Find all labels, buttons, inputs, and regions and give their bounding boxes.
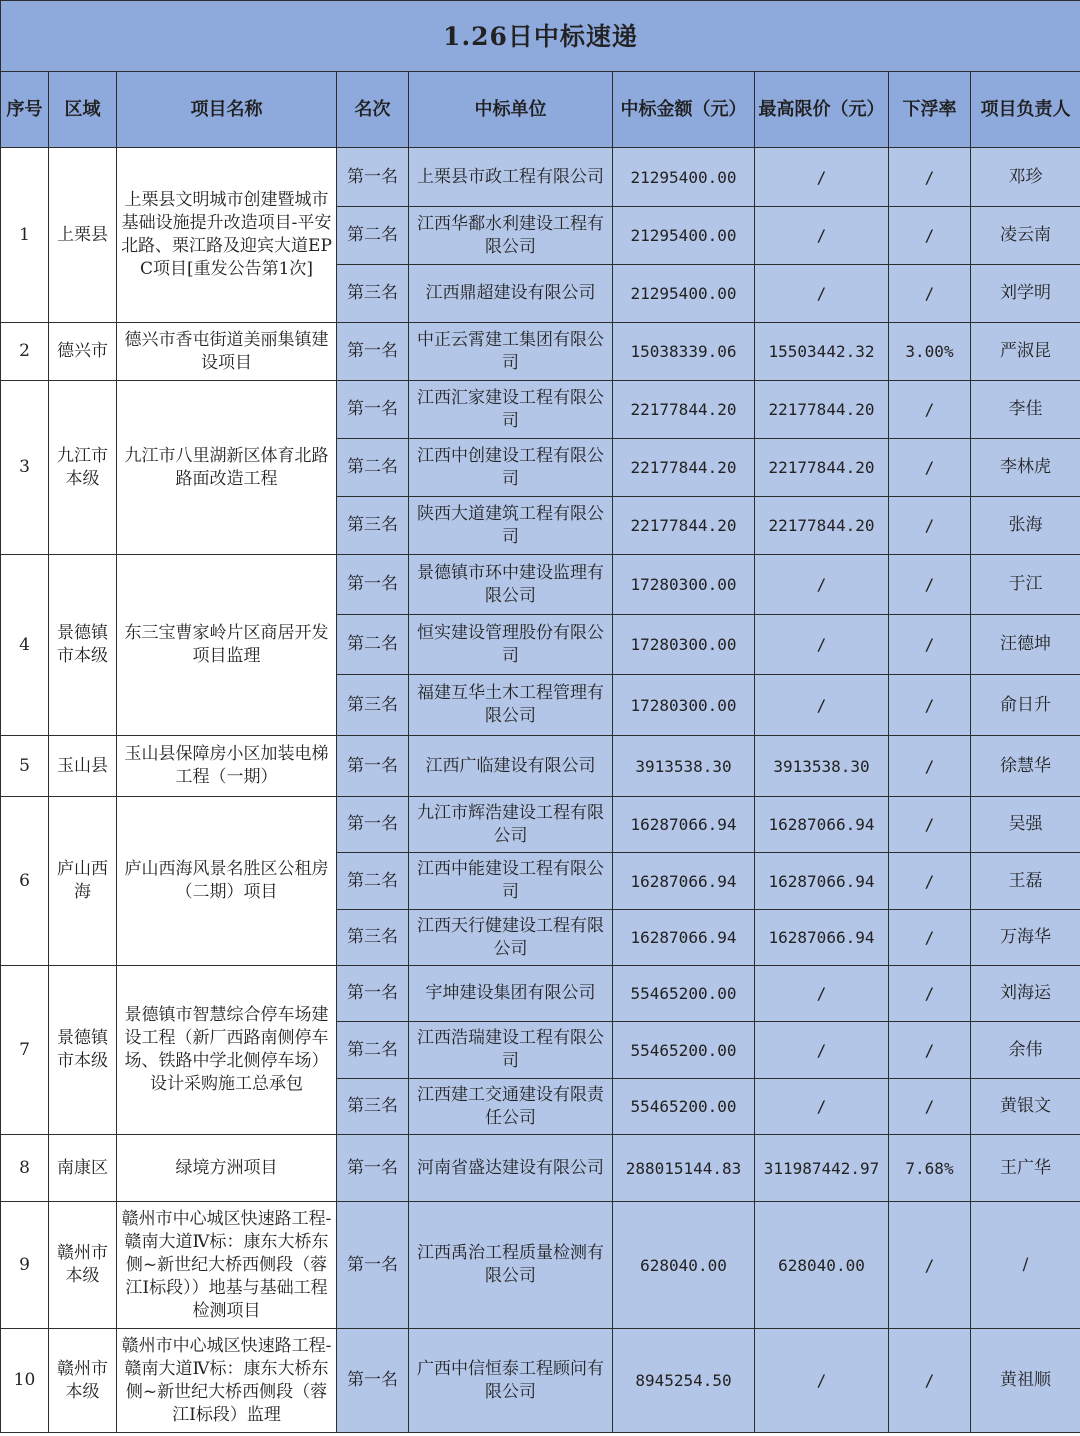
cell-float-rate: /	[889, 910, 971, 966]
table-row	[1, 966, 1080, 1022]
cell-amount: 16287066.94	[613, 797, 755, 853]
cell-manager: 王磊	[971, 853, 1080, 910]
cell-index: 10	[1, 1329, 49, 1433]
cell-max-price: 3913538.30	[755, 736, 889, 797]
cell-max-price: /	[755, 966, 889, 1022]
cell-region: 景德镇市本级	[49, 966, 117, 1135]
cell-float-rate: /	[889, 381, 971, 439]
cell-index: 1	[1, 148, 49, 323]
cell-rank: 第一名	[337, 381, 409, 439]
cell-manager: 黄祖顺	[971, 1329, 1080, 1433]
cell-manager: 吴强	[971, 797, 1080, 853]
cell-manager: 徐慧华	[971, 736, 1080, 797]
cell-rank: 第一名	[337, 1329, 409, 1433]
cell-max-price: /	[755, 148, 889, 207]
cell-company: 陕西大道建筑工程有限公司	[409, 497, 613, 555]
table-row	[1, 1202, 1080, 1329]
cell-company: 江西汇家建设工程有限公司	[409, 381, 613, 439]
cell-rank: 第二名	[337, 439, 409, 497]
cell-max-price: 22177844.20	[755, 497, 889, 555]
cell-float-rate: /	[889, 1202, 971, 1329]
cell-company: 上栗县市政工程有限公司	[409, 148, 613, 207]
cell-manager: 万海华	[971, 910, 1080, 966]
cell-company: 江西广临建设有限公司	[409, 736, 613, 797]
header-float-rate: 下浮率	[889, 72, 971, 148]
table-row	[1, 323, 1080, 381]
cell-company: 河南省盛达建设有限公司	[409, 1135, 613, 1202]
cell-project-name: 绿境方洲项目	[117, 1135, 337, 1202]
cell-index: 5	[1, 736, 49, 797]
cell-max-price: /	[755, 675, 889, 736]
cell-float-rate: /	[889, 148, 971, 207]
cell-index: 9	[1, 1202, 49, 1329]
cell-project-name: 德兴市香屯街道美丽集镇建设项目	[117, 323, 337, 381]
cell-index: 3	[1, 381, 49, 555]
cell-project-name: 东三宝曹家岭片区商居开发项目监理	[117, 555, 337, 736]
cell-max-price: /	[755, 555, 889, 615]
cell-rank: 第三名	[337, 675, 409, 736]
cell-rank: 第一名	[337, 555, 409, 615]
cell-float-rate: /	[889, 1079, 971, 1135]
cell-float-rate: 3.00%	[889, 323, 971, 381]
cell-max-price: /	[755, 265, 889, 323]
cell-project-name: 赣州市中心城区快速路工程-赣南大道Ⅳ标：康东大桥东侧~新世纪大桥西侧段（蓉江Ⅰ标段）监理	[117, 1329, 337, 1433]
cell-company: 江西中创建设工程有限公司	[409, 439, 613, 497]
cell-project-name: 赣州市中心城区快速路工程-赣南大道Ⅳ标：康东大桥东侧~新世纪大桥西侧段（蓉江Ⅰ标段））地基与基础工程检测项目	[117, 1202, 337, 1329]
cell-amount: 16287066.94	[613, 853, 755, 910]
cell-amount: 21295400.00	[613, 148, 755, 207]
cell-region: 上栗县	[49, 148, 117, 323]
table-body	[1, 148, 1080, 1433]
cell-index: 7	[1, 966, 49, 1135]
cell-max-price: 22177844.20	[755, 381, 889, 439]
table-row	[1, 736, 1080, 797]
table-row	[1, 555, 1080, 615]
cell-amount: 22177844.20	[613, 381, 755, 439]
cell-manager: /	[971, 1202, 1080, 1329]
cell-company: 九江市辉浩建设工程有限公司	[409, 797, 613, 853]
cell-float-rate: /	[889, 1022, 971, 1079]
cell-manager: 汪德坤	[971, 615, 1080, 675]
cell-region: 赣州市本级	[49, 1329, 117, 1433]
cell-manager: 李佳	[971, 381, 1080, 439]
cell-float-rate: /	[889, 675, 971, 736]
cell-company: 江西浩瑞建设工程有限公司	[409, 1022, 613, 1079]
cell-rank: 第二名	[337, 615, 409, 675]
cell-max-price: 16287066.94	[755, 853, 889, 910]
cell-manager: 黄银文	[971, 1079, 1080, 1135]
cell-company: 江西中能建设工程有限公司	[409, 853, 613, 910]
cell-float-rate: 7.68%	[889, 1135, 971, 1202]
cell-region: 景德镇市本级	[49, 555, 117, 736]
cell-manager: 刘学明	[971, 265, 1080, 323]
cell-manager: 余伟	[971, 1022, 1080, 1079]
cell-index: 4	[1, 555, 49, 736]
cell-rank: 第二名	[337, 207, 409, 265]
cell-max-price: 16287066.94	[755, 910, 889, 966]
header-company: 中标单位	[409, 72, 613, 148]
cell-company: 福建互华土木工程管理有限公司	[409, 675, 613, 736]
header-amount: 中标金额（元）	[613, 72, 755, 148]
cell-max-price: /	[755, 615, 889, 675]
cell-amount: 55465200.00	[613, 966, 755, 1022]
table-row	[1, 148, 1080, 207]
cell-company: 江西华鄱水利建设工程有限公司	[409, 207, 613, 265]
cell-rank: 第三名	[337, 497, 409, 555]
cell-manager: 李林虎	[971, 439, 1080, 497]
header-row	[1, 72, 1080, 148]
cell-index: 8	[1, 1135, 49, 1202]
cell-float-rate: /	[889, 439, 971, 497]
cell-manager: 凌云南	[971, 207, 1080, 265]
cell-amount: 55465200.00	[613, 1079, 755, 1135]
cell-region: 九江市本级	[49, 381, 117, 555]
cell-rank: 第三名	[337, 1079, 409, 1135]
cell-rank: 第三名	[337, 265, 409, 323]
cell-company: 江西建工交通建设有限责任公司	[409, 1079, 613, 1135]
cell-amount: 55465200.00	[613, 1022, 755, 1079]
cell-manager: 刘海运	[971, 966, 1080, 1022]
cell-float-rate: /	[889, 265, 971, 323]
cell-float-rate: /	[889, 966, 971, 1022]
cell-max-price: 311987442.97	[755, 1135, 889, 1202]
cell-rank: 第一名	[337, 323, 409, 381]
cell-rank: 第一名	[337, 148, 409, 207]
cell-amount: 15038339.06	[613, 323, 755, 381]
cell-float-rate: /	[889, 615, 971, 675]
cell-float-rate: /	[889, 207, 971, 265]
cell-amount: 288015144.83	[613, 1135, 755, 1202]
cell-region: 德兴市	[49, 323, 117, 381]
cell-rank: 第一名	[337, 1202, 409, 1329]
cell-company: 景德镇市环中建设监理有限公司	[409, 555, 613, 615]
cell-float-rate: /	[889, 555, 971, 615]
table-row	[1, 1135, 1080, 1202]
table-row	[1, 381, 1080, 439]
cell-rank: 第二名	[337, 1022, 409, 1079]
cell-region: 玉山县	[49, 736, 117, 797]
cell-company: 恒实建设管理股份有限公司	[409, 615, 613, 675]
cell-manager: 于江	[971, 555, 1080, 615]
cell-max-price: /	[755, 1022, 889, 1079]
cell-project-name: 九江市八里湖新区体育北路路面改造工程	[117, 381, 337, 555]
cell-company: 江西禹治工程质量检测有限公司	[409, 1202, 613, 1329]
cell-amount: 17280300.00	[613, 675, 755, 736]
cell-amount: 628040.00	[613, 1202, 755, 1329]
cell-index: 2	[1, 323, 49, 381]
cell-company: 江西鼎超建设有限公司	[409, 265, 613, 323]
cell-float-rate: /	[889, 1329, 971, 1433]
cell-rank: 第一名	[337, 1135, 409, 1202]
cell-float-rate: /	[889, 853, 971, 910]
header-max-price: 最高限价（元）	[755, 72, 889, 148]
cell-manager: 王广华	[971, 1135, 1080, 1202]
table-title: 1.26日中标速递	[1, 1, 1080, 72]
cell-max-price: 16287066.94	[755, 797, 889, 853]
header-manager: 项目负责人	[971, 72, 1080, 148]
cell-amount: 21295400.00	[613, 265, 755, 323]
header-region: 区域	[49, 72, 117, 148]
cell-company: 广西中信恒泰工程顾问有限公司	[409, 1329, 613, 1433]
cell-max-price: /	[755, 1329, 889, 1433]
cell-amount: 21295400.00	[613, 207, 755, 265]
cell-float-rate: /	[889, 497, 971, 555]
cell-max-price: /	[755, 1079, 889, 1135]
cell-project-name: 景德镇市智慧综合停车场建设工程（新厂西路南侧停车场、铁路中学北侧停车场）设计采购施工总承包	[117, 966, 337, 1135]
cell-amount: 22177844.20	[613, 439, 755, 497]
header-rank: 名次	[337, 72, 409, 148]
cell-max-price: 628040.00	[755, 1202, 889, 1329]
cell-company: 江西天行健建设工程有限公司	[409, 910, 613, 966]
cell-index: 6	[1, 797, 49, 966]
header-index: 序号	[1, 72, 49, 148]
header-project: 项目名称	[117, 72, 337, 148]
cell-company: 宇坤建设集团有限公司	[409, 966, 613, 1022]
cell-rank: 第一名	[337, 736, 409, 797]
cell-company: 中正云霄建工集团有限公司	[409, 323, 613, 381]
cell-float-rate: /	[889, 736, 971, 797]
cell-manager: 邓珍	[971, 148, 1080, 207]
cell-rank: 第一名	[337, 966, 409, 1022]
cell-rank: 第一名	[337, 797, 409, 853]
cell-amount: 3913538.30	[613, 736, 755, 797]
cell-max-price: 15503442.32	[755, 323, 889, 381]
cell-max-price: 22177844.20	[755, 439, 889, 497]
cell-region: 南康区	[49, 1135, 117, 1202]
cell-region: 庐山西海	[49, 797, 117, 966]
cell-project-name: 庐山西海风景名胜区公租房（二期）项目	[117, 797, 337, 966]
cell-project-name: 玉山县保障房小区加装电梯工程（一期）	[117, 736, 337, 797]
cell-amount: 16287066.94	[613, 910, 755, 966]
cell-float-rate: /	[889, 797, 971, 853]
cell-amount: 17280300.00	[613, 555, 755, 615]
cell-amount: 22177844.20	[613, 497, 755, 555]
cell-project-name: 上栗县文明城市创建暨城市基础设施提升改造项目-平安北路、栗江路及迎宾大道EPC项目[重发公告第1次]	[117, 148, 337, 323]
table-row	[1, 797, 1080, 853]
cell-manager: 俞日升	[971, 675, 1080, 736]
cell-rank: 第二名	[337, 853, 409, 910]
table-row	[1, 1329, 1080, 1433]
cell-manager: 张海	[971, 497, 1080, 555]
cell-amount: 17280300.00	[613, 615, 755, 675]
cell-region: 赣州市本级	[49, 1202, 117, 1329]
cell-max-price: /	[755, 207, 889, 265]
cell-amount: 8945254.50	[613, 1329, 755, 1433]
cell-rank: 第三名	[337, 910, 409, 966]
cell-manager: 严淑昆	[971, 323, 1080, 381]
